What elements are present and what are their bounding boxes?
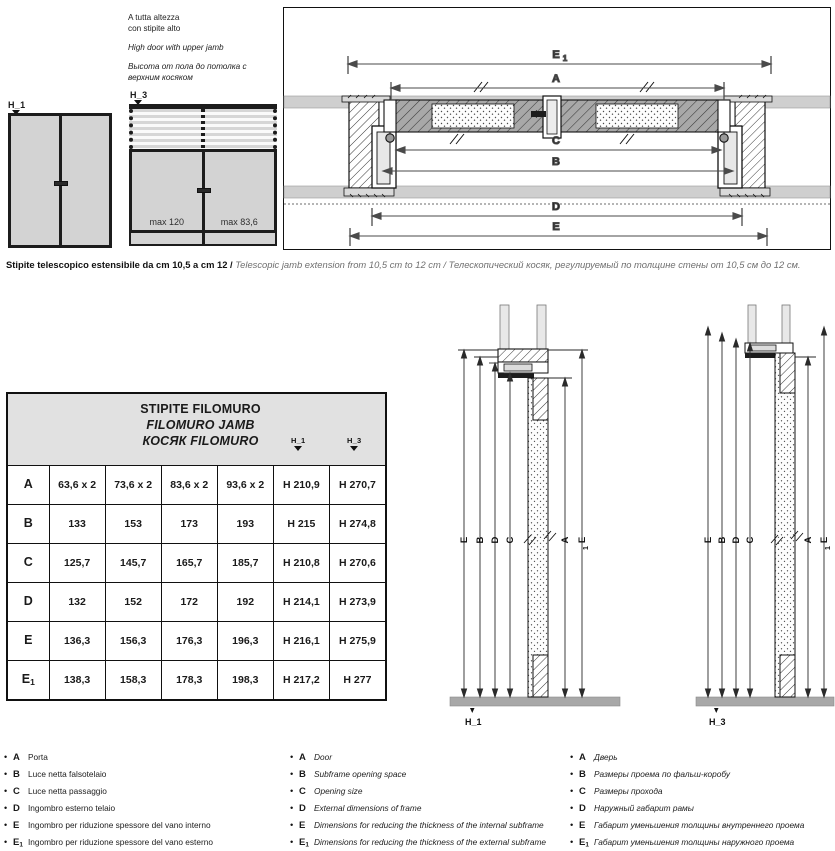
height-mark-h1-label: H_1 [465, 717, 482, 727]
door-leaf-left [132, 152, 202, 230]
cell: 93,6 x 2 [217, 466, 273, 505]
legend-column-italian [4, 750, 290, 851]
legend-text: Dimensions for reducing the thickness of the internal subframe [314, 819, 544, 830]
cell: 176,3 [161, 622, 217, 661]
legend-item [290, 835, 570, 851]
legend-text: Door [314, 752, 332, 762]
legend [4, 750, 832, 851]
dim-label-e1: E [577, 536, 588, 544]
caption-it-line2: con stipite alto [128, 24, 181, 34]
table-row [8, 661, 386, 700]
door-frame [129, 149, 277, 233]
column-flag-h3 [347, 436, 361, 451]
legend-item [290, 784, 570, 801]
dim-label-d: D [490, 536, 501, 544]
dim-label-a: A [803, 536, 814, 544]
legend-text: External dimensions of frame [314, 802, 422, 813]
legend-item [290, 750, 570, 767]
cell: 156,3 [105, 622, 161, 661]
cell: H 215 [273, 505, 329, 544]
legend-item [4, 835, 290, 851]
legend-key: D [299, 802, 306, 814]
legend-column-russian [570, 750, 832, 851]
svg-text:1: 1 [583, 546, 590, 550]
upper-jamb-panel [129, 109, 277, 149]
legend-text: Размеры прохода [594, 785, 663, 796]
table-title-en: FILOMURO JAMB [146, 418, 255, 432]
cell: 196,3 [217, 622, 273, 661]
table-title-cell [8, 394, 386, 466]
cell: H 270,7 [329, 466, 385, 505]
vertical-section-h3 [690, 305, 835, 730]
bullet-icon: • [570, 785, 574, 796]
high-door-caption [128, 12, 278, 91]
row-key-letter: E [21, 672, 31, 687]
caption-ru-line1: Высота от пола до потолка с [128, 62, 247, 72]
dim-label-e1: E [552, 49, 560, 61]
legend-text: Дверь [594, 752, 618, 762]
cell: 138,3 [49, 661, 105, 700]
legend-key: C [13, 785, 20, 797]
legend-text: Opening size [314, 785, 363, 796]
legend-key: D [579, 802, 586, 814]
legend-item [4, 784, 290, 801]
legend-column-english [290, 750, 570, 851]
legend-key: A [579, 752, 586, 763]
legend-text: Luce netta passaggio [28, 785, 107, 796]
bullet-icon: • [290, 752, 294, 762]
bullet-icon: • [290, 819, 294, 830]
cell: H 217,2 [273, 661, 329, 700]
cell: 83,6 x 2 [161, 466, 217, 505]
cell: H 216,1 [273, 622, 329, 661]
legend-key: A [13, 752, 20, 763]
caption-ru-line2: верхним косяком [128, 73, 193, 83]
row-key-letter: E [24, 633, 33, 648]
legend-key: D [13, 802, 20, 814]
legend-key: $E_1$ [13, 836, 23, 849]
bullet-icon: • [570, 802, 574, 813]
table-row [8, 622, 386, 661]
legend-item [4, 767, 290, 784]
legend-text: Porta [28, 752, 48, 762]
legend-item [570, 767, 832, 784]
horizontal-cross-section-drawing [283, 7, 831, 250]
bullet-icon: • [4, 836, 8, 847]
legend-key: C [579, 785, 586, 797]
legend-item [290, 818, 570, 835]
bullet-icon: • [4, 785, 8, 796]
dim-label-a: A [560, 536, 571, 544]
door-leaf-left [11, 116, 59, 245]
legend-text: Dimensions for reducing the thickness of the external subframe [314, 836, 546, 847]
legend-text: Габарит уменьшения толщины внутреннего проема [594, 819, 805, 830]
legend-item [570, 818, 832, 835]
caption-it-line1: A tutta altezza [128, 13, 180, 22]
door-leaf-right [202, 152, 275, 230]
height-mark-h3-high: H_3 [130, 90, 148, 100]
legend-text: Габарит уменьшения толщины наружного проема [594, 836, 795, 847]
legend-text: Luce netta falsotelaio [28, 768, 107, 779]
table-row [8, 583, 386, 622]
base-left [131, 233, 202, 244]
legend-text: Ingombro per riduzione spessore del vano interno [28, 819, 211, 830]
cell: H 210,9 [273, 466, 329, 505]
cell: 125,7 [49, 544, 105, 583]
row-key [8, 622, 50, 661]
cell: 173 [161, 505, 217, 544]
leaf-right-max-label: max 83,6 [220, 217, 258, 227]
cell: 193 [217, 505, 273, 544]
legend-item [290, 767, 570, 784]
table [7, 393, 386, 700]
cell: 185,7 [217, 544, 273, 583]
door-handle-icon [197, 188, 211, 193]
dim-label-c: C [745, 536, 756, 544]
cell: 165,7 [161, 544, 217, 583]
bullet-icon: • [4, 768, 8, 779]
row-key-letter: D [23, 594, 33, 609]
dim-label-e1: E [819, 536, 830, 544]
caption-english: High door with upper jamb [128, 43, 224, 53]
table-header-row [8, 394, 386, 466]
bullet-icon: • [290, 768, 294, 779]
legend-text: Ingombro esterno telaio [28, 802, 116, 813]
cross-section-svg [284, 8, 830, 249]
row-key [8, 505, 50, 544]
legend-item [4, 750, 290, 767]
legend-text: Ingombro per riduzione spessore del vano esterno [28, 836, 213, 847]
door-base-band [129, 233, 277, 246]
height-mark-h3-label: H_3 [709, 717, 726, 727]
table-row [8, 505, 386, 544]
door-handle-icon [54, 181, 68, 186]
column-flag-h3-label: H_3 [347, 436, 362, 445]
upper-jamb-mullion [201, 109, 205, 149]
dim-label-d: D [552, 201, 560, 213]
table-row [8, 544, 386, 583]
svg-text:1: 1 [825, 546, 832, 550]
bullet-icon: • [4, 819, 8, 830]
svg-text:1: 1 [562, 54, 568, 63]
vertical-section-h1-svg [440, 305, 630, 730]
legend-item [570, 784, 832, 801]
flag-arrow-icon [294, 446, 302, 451]
cell: 158,3 [105, 661, 161, 700]
cell: 153 [105, 505, 161, 544]
cell: 136,3 [49, 622, 105, 661]
legend-key: B [579, 768, 586, 780]
legend-key: E [579, 819, 586, 831]
strip-english: Telescopic jamb extension from 10,5 cm to 12 cm [235, 259, 441, 270]
cell: 133 [49, 505, 105, 544]
cell: H 210,8 [273, 544, 329, 583]
dim-label-c: C [552, 135, 560, 147]
door-frame [8, 113, 112, 248]
column-flag-h1-label: H_1 [291, 436, 306, 445]
strip-russian: Телескопический косяк, регулируемый по толщине стены от 10,5 см до 12 см. [448, 259, 801, 270]
bullet-icon: • [570, 752, 574, 762]
strip-sep-1: / [227, 259, 236, 270]
cell: H 270,6 [329, 544, 385, 583]
dim-label-c: C [505, 536, 516, 544]
row-key-letter: B [23, 516, 33, 531]
cell: 152 [105, 583, 161, 622]
legend-key: C [299, 785, 306, 797]
row-key [8, 661, 50, 700]
legend-text: Размеры проема по фальш-коробу [594, 768, 731, 779]
height-mark-h1-standard: H_1 [8, 100, 26, 110]
door-leaf-right [59, 116, 110, 245]
caption-russian [128, 61, 278, 83]
dim-label-b: B [717, 536, 728, 544]
column-flag-h1 [291, 436, 305, 451]
flag-arrow-icon [350, 446, 358, 451]
bullet-icon: • [290, 802, 294, 813]
dim-label-b: B [552, 156, 560, 168]
cell: 145,7 [105, 544, 161, 583]
cell: H 274,8 [329, 505, 385, 544]
dim-label-e: E [459, 536, 470, 544]
legend-key: B [299, 768, 306, 780]
row-key [8, 466, 50, 505]
door-elevation-high [129, 104, 277, 248]
legend-text: Subframe opening space [314, 768, 407, 779]
cell: 73,6 x 2 [105, 466, 161, 505]
cell: H 277 [329, 661, 385, 700]
cell: 178,3 [161, 661, 217, 700]
legend-text: Наружный габарит рамы [594, 802, 694, 813]
bullet-icon: • [570, 819, 574, 830]
cell: 63,6 x 2 [49, 466, 105, 505]
row-key [8, 583, 50, 622]
table-title-ru: КОСЯК FILOMURO [142, 434, 259, 448]
row-key [8, 544, 50, 583]
bullet-icon: • [4, 802, 8, 813]
legend-key: E [13, 819, 20, 831]
cell: 198,3 [217, 661, 273, 700]
legend-key: $E_1$ [299, 836, 309, 849]
dim-label-b: B [475, 536, 486, 544]
vertical-section-h1 [440, 305, 630, 730]
row-key-letter: C [23, 555, 33, 570]
dim-label-a: A [552, 73, 560, 85]
table-title-it: STIPITE FILOMURO [140, 402, 261, 416]
bullet-icon: • [290, 785, 294, 796]
vertical-section-h3-svg [690, 305, 835, 730]
legend-item [4, 818, 290, 835]
legend-item [4, 801, 290, 818]
legend-key: B [13, 768, 20, 780]
base-right [202, 233, 276, 244]
dim-label-d: D [731, 536, 742, 544]
row-key-sub: 1 [30, 677, 35, 688]
table-row [8, 466, 386, 505]
dim-label-e: E [552, 221, 560, 233]
legend-item [570, 801, 832, 818]
legend-key: E [299, 819, 306, 831]
legend-item [570, 835, 832, 851]
door-standard-graphic [8, 113, 112, 248]
cell: H 214,1 [273, 583, 329, 622]
strip-sep-2: / [440, 259, 449, 270]
bullet-icon: • [570, 768, 574, 779]
cell: 132 [49, 583, 105, 622]
dimensions-table [6, 392, 387, 701]
row-key-letter: A [23, 477, 33, 492]
legend-key: A [299, 752, 306, 763]
caption-italian [128, 12, 278, 34]
cell: 172 [161, 583, 217, 622]
bullet-icon: • [4, 752, 8, 762]
cell: H 275,9 [329, 622, 385, 661]
telescopic-jamb-caption [6, 259, 830, 271]
bullet-icon: • [290, 836, 294, 847]
cell: H 273,9 [329, 583, 385, 622]
legend-item [290, 801, 570, 818]
legend-item [570, 750, 832, 767]
strip-italian: Stipite telescopico estensibile da cm 10,5 a cm 12 [6, 259, 228, 270]
bullet-icon: • [570, 836, 574, 847]
dim-label-e: E [703, 536, 714, 544]
cell: 192 [217, 583, 273, 622]
leaf-left-max-label: max 120 [149, 217, 185, 227]
legend-key: $E_1$ [579, 836, 589, 849]
